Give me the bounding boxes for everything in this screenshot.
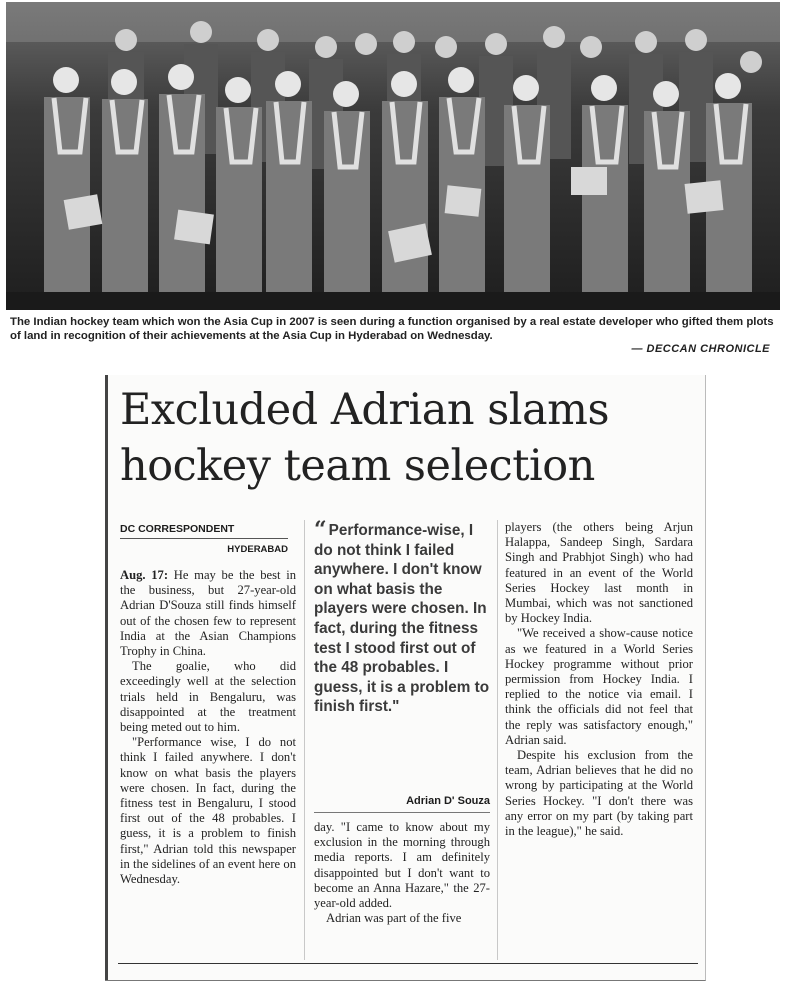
article-paragraph: The goalie, who did exceedingly well at the selection trials held in Bengaluru, was disappointed at the treatment being meted out to him.	[120, 659, 296, 735]
article-paragraph: Adrian was part of the five	[326, 911, 462, 926]
headline-line-1: Excluded Adrian slams	[120, 385, 610, 435]
team-photo	[6, 2, 780, 310]
article-column-2	[314, 820, 490, 926]
headline	[120, 382, 700, 494]
article-column-3	[505, 520, 693, 839]
pull-quote-text: Performance-wise, I do not think I failed anywhere. I don't know on what basis the players were chosen. In fact, during the fitness test I stood first out of the 48 probables. I guess, it is a problem to finish first."	[314, 522, 490, 716]
quote-rule	[314, 812, 490, 813]
article-paragraph: "We received a show-cause notice as we featured in a World Series Hockey programme without prior permission from Hockey India. I replied to the notice via email. I think the officials did not feel that the reply was satisfactory enough," Adrian said.	[505, 626, 693, 747]
pull-quote	[314, 517, 490, 717]
column-divider	[304, 520, 305, 960]
article-paragraph: Despite his exclusion from the team, Adrian believes that he did no wrong by participating at the World Series Hockey. "I don't there was any error on my part (by taking part in the league)," he said.	[505, 748, 693, 839]
quote-mark-icon: “	[314, 517, 327, 543]
column-divider	[497, 520, 498, 960]
quote-author: Adrian D' Souza	[406, 795, 490, 807]
paragraph-text: He may be the best in the business, but 27-year-old Adrian D'Souza still finds himself out of the chosen few to represent India at the Asian Champions Trophy in China.	[120, 568, 297, 659]
headline-line-2: hockey team selection	[120, 441, 595, 491]
team-photo-image	[6, 2, 780, 310]
article-paragraph: "Performance wise, I do not think I failed anywhere. I don't know on what basis the players were chosen. In fact, during the fitness test in Bengaluru, I stood first out of the 48 probables. I guess, it is a problem to finish first," Adrian told this newspaper in the sidelines of an event here on Wednesday.	[120, 735, 296, 887]
article-paragraph: day. "I came to know about my exclusion in the morning through media reports. I am definitely disappointed but I don't want to become an Anna Hazare," the 27-year-old added.	[314, 820, 490, 911]
article-paragraph: players (the others being Arjun Halappa, Sandeep Singh, Sardara Singh and Prabhjot Singh) who had featured in an event of the World Series Hockey last month in Mumbai, which was not sanctioned by Hockey India.	[505, 520, 693, 626]
bottom-rule	[118, 963, 698, 964]
photo-credit: — DECCAN CHRONICLE	[631, 343, 770, 355]
dateline: HYDERABAD	[227, 544, 288, 555]
photo-caption	[10, 316, 778, 355]
article-column-1	[120, 568, 296, 887]
lead-date: Aug. 17:	[120, 568, 169, 582]
clipping-edge	[105, 375, 108, 980]
caption-text: The Indian hockey team which won the Asia Cup in 2007 is seen during a function organised by a real estate developer who gifted them plots of land in recognition of their achievements at the Asia Cup in Hyderabad on Wednesday.	[10, 316, 774, 342]
article-paragraph	[120, 568, 296, 659]
byline: DC CORRESPONDENT	[120, 523, 288, 539]
